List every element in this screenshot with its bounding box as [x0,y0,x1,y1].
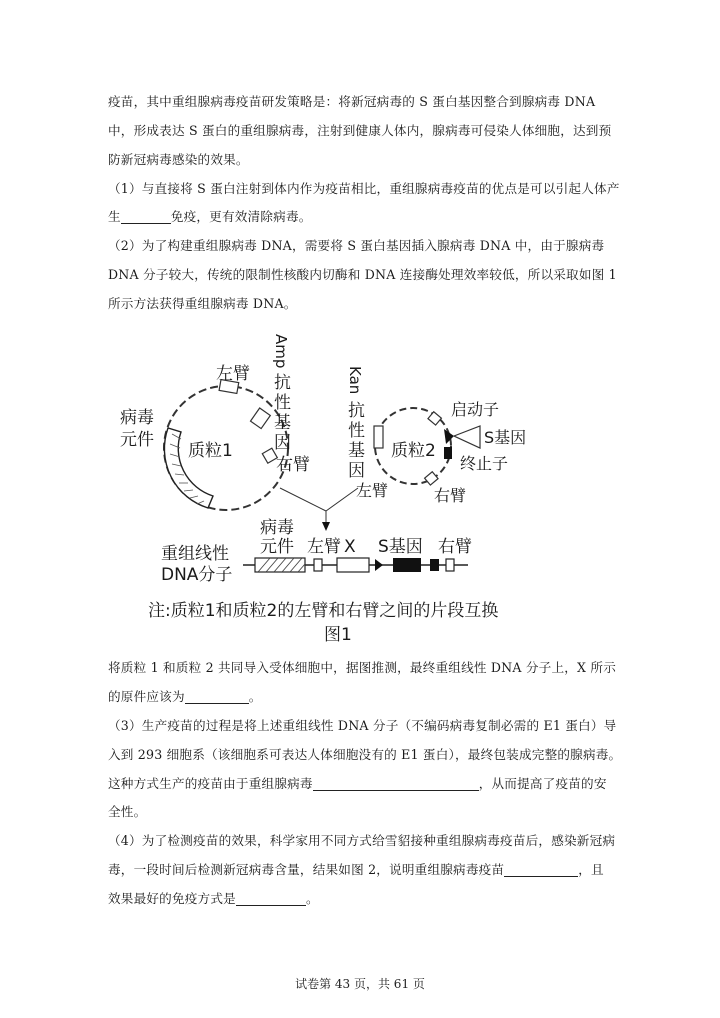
kan-gene-box [374,426,383,448]
text-span: 毒，一段时间后检测新冠病毒含量，结果如图 2，说明重组腺病毒疫苗 [108,862,505,877]
text-span: 效果最好的免疫方式是 [108,891,236,906]
terminator-box [444,447,452,459]
linear-dna-label: 重组线性 [161,544,229,564]
left-arm-segment [314,559,322,571]
figure-caption: 图1 [324,625,352,645]
kan-resistance-label [346,366,365,481]
question-3-line: （3）生产疫苗的过程是将上述重组线性 DNA 分子（不编码病毒复制必需的 E1 蛋白）导 [108,718,617,733]
question-3-line: 入到 293 细胞系（该细胞系可表达人体细胞没有的 E1 蛋白），最终包装成完整的腺病毒。 [108,747,622,762]
s-gene-label: S基因 [378,537,423,557]
amp-resistance-label [272,334,291,453]
page-footer: 试卷第 43 页，共 61 页 [295,977,425,991]
question-1-line [108,207,618,227]
s-gene-label: S基因 [484,428,527,447]
right-arm-segment [446,559,454,571]
text-span: 免疫，更有效清除病毒。 [170,209,312,224]
question-2-line: 将质粒 1 和质粒 2 共同导入受体细胞中，据图推测，最终重组线性 DNA 分子上，X 所示 [108,660,617,675]
plasmid-2 [356,400,526,505]
text-span: 的原件应该为 [108,689,185,704]
question-4-line [108,860,618,880]
linear-dna-label: DNA分子 [161,565,233,585]
text-line: 疫苗，其中重组腺病毒疫苗研发策略是：将新冠病毒的 S 蛋白基因整合到腺病毒 DNA [108,94,596,109]
right-arm-box [425,472,438,485]
amp-char: 性 [274,393,291,413]
text-span: ，且 [578,862,604,877]
down-arrow-head [322,522,330,531]
amp-text: Amp [272,334,290,369]
question-4-line [108,889,618,909]
virus-element-label: 元件 [120,430,154,450]
text-span: 这种方式生产的疫苗由于重组腺病毒 [108,776,313,791]
amp-gene-box [250,408,270,429]
text-span: 生 [108,209,121,224]
right-arm-label: 右臂 [434,486,467,505]
s-gene-wedge [454,426,480,448]
question-2-line: 所示方法获得重组腺病毒 DNA。 [108,296,297,311]
amp-char: 因 [274,433,291,453]
figure-1 [108,326,568,646]
x-label: X [344,537,356,557]
right-arm-label: 右臂 [276,455,310,475]
answer-blank[interactable] [504,862,578,877]
question-3-line [108,774,618,794]
kan-char: 抗 [348,401,365,421]
promoter-label: 启动子 [451,400,500,419]
terminator-label: 终止子 [460,454,509,473]
terminator-segment [430,559,439,571]
virus-element-label: 病毒 [260,518,294,538]
amp-char: 抗 [274,373,291,393]
amp-char: 基 [274,413,291,433]
plasmid-1-label: 质粒1 [188,441,233,461]
s-gene-segment [393,558,421,572]
text-span: 。 [248,689,262,704]
answer-blank[interactable] [236,891,306,906]
answer-blank[interactable] [185,689,249,704]
question-2-line: （2）为了构建重组腺病毒 DNA，需要将 S 蛋白基因插入腺病毒 DNA 中，由于腺病毒 [108,238,605,253]
promoter-arrow [375,559,383,571]
x-segment [337,558,369,572]
virus-element-label: 元件 [260,537,294,557]
figure-note: 注:质粒1和质粒2的左臂和右臂之间的片段互换 [148,601,499,621]
left-arm-box [428,412,441,425]
question-2-line: DNA 分子较大，传统的限制性核酸内切酶和 DNA 连接酶处理效率较低，所以采取如图 1 [108,267,617,282]
text-span: ，从而提高了疫苗的安 [478,776,607,791]
text-span: 。 [305,891,319,906]
kan-char: 性 [348,421,365,441]
answer-blank[interactable] [313,776,479,791]
kan-text: Kan [346,366,364,395]
question-1-line: （1）与直接将 S 蛋白注射到体内作为疫苗相比，重组腺病毒疫苗的优点是可以引起人体产 [108,181,620,196]
kan-char: 基 [348,441,365,461]
left-arm-label: 左臂 [307,537,341,557]
virus-element-label: 病毒 [120,408,154,428]
virus-element-segment [164,428,213,508]
question-2-line [108,687,618,707]
left-arm-label: 左臂 [356,481,389,500]
answer-blank[interactable] [121,209,171,224]
kan-char: 因 [348,461,365,481]
question-3-line: 全性。 [108,804,147,819]
text-line: 防新冠病毒感染的效果。 [108,152,249,167]
question-4-line: （4）为了检测疫苗的效果，科学家用不同方式给雪貂接种重组腺病毒疫苗后，感染新冠病 [108,833,616,848]
text-line: 中，形成表达 S 蛋白的重组腺病毒，注射到健康人体内，腺病毒可侵染人体细胞，达到预 [108,123,612,138]
right-arm-label: 右臂 [438,537,472,557]
linear-dna [161,518,472,585]
left-arm-label: 左臂 [216,364,250,384]
plasmid-2-label: 质粒2 [391,441,436,461]
